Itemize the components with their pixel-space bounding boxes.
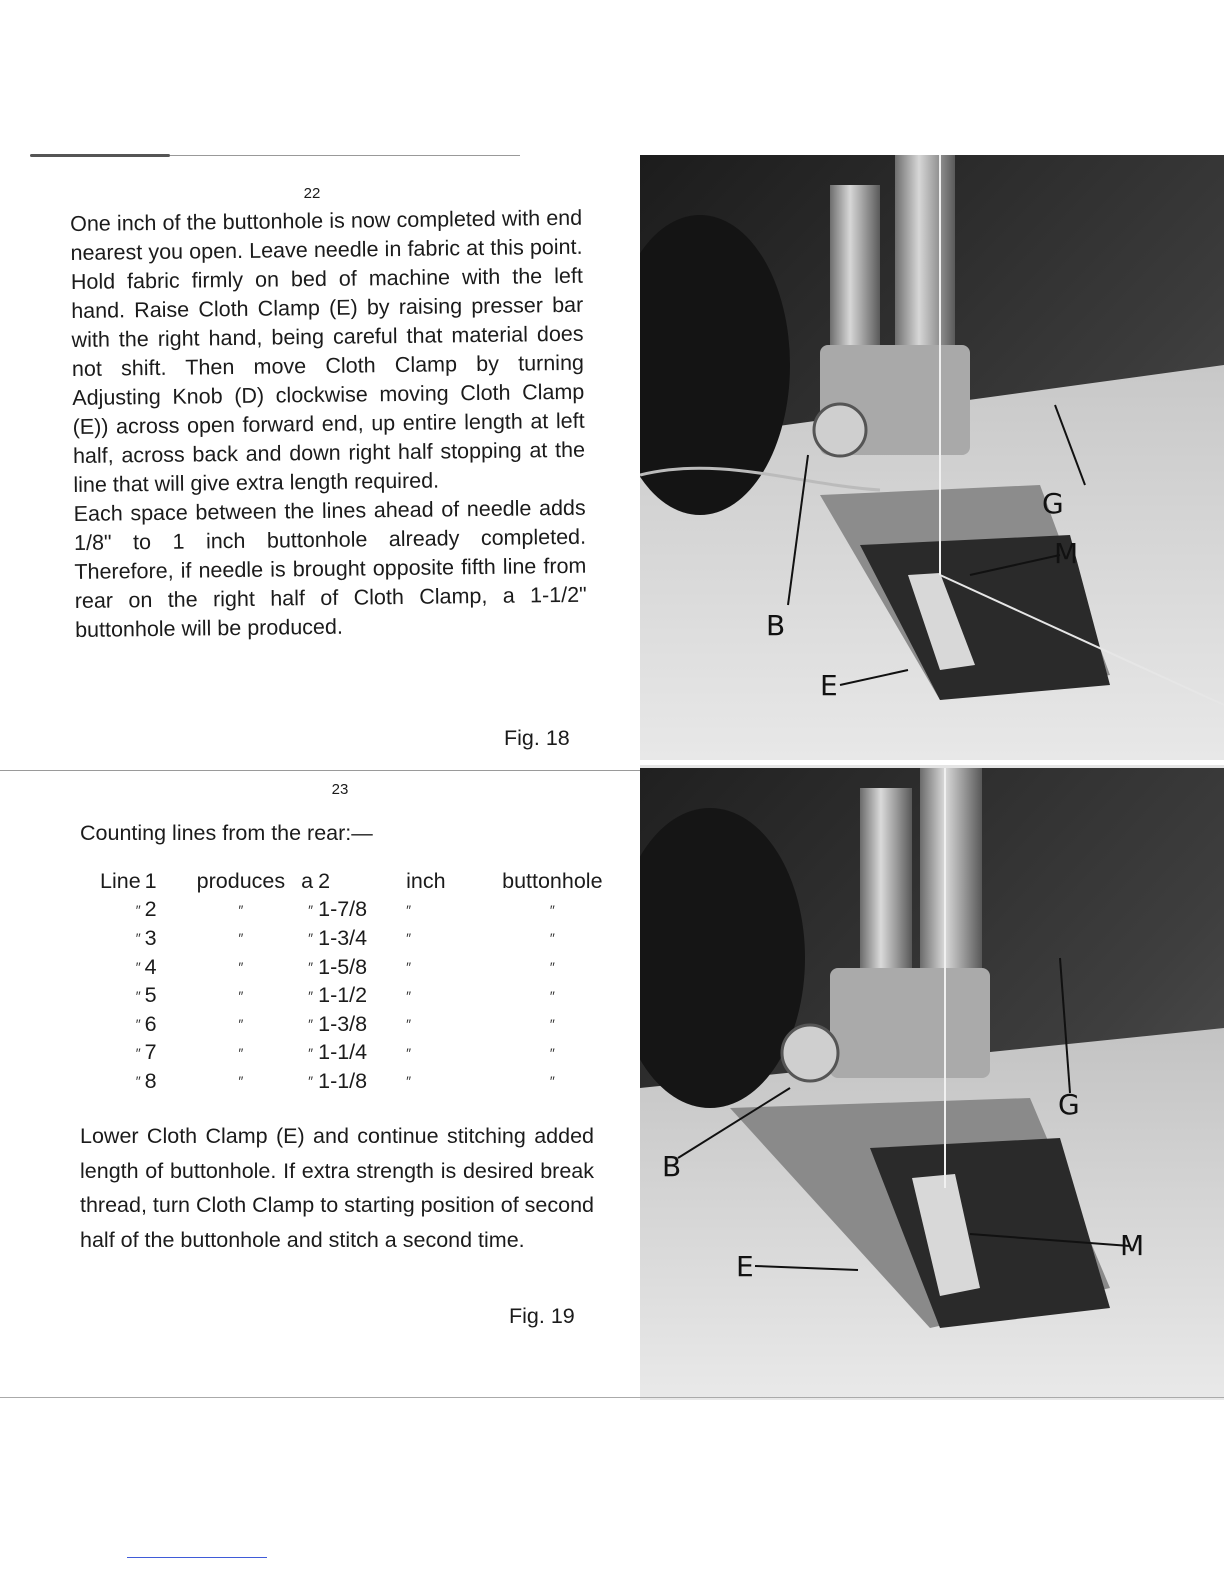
ditto-mark: ″ bbox=[308, 930, 314, 947]
figure-19-photo bbox=[640, 765, 1224, 1400]
ditto-mark: ″ bbox=[406, 901, 412, 918]
table-row bbox=[100, 896, 603, 925]
ditto-mark: ″ bbox=[135, 959, 141, 976]
line-number: 7 bbox=[144, 1040, 157, 1065]
line-number: 1 bbox=[144, 868, 157, 893]
page-link-underline bbox=[127, 1557, 267, 1558]
ditto-mark: ″ bbox=[549, 901, 555, 918]
ditto-mark: ″ bbox=[308, 987, 314, 1004]
page-number-23: 23 bbox=[331, 781, 349, 798]
table-row bbox=[100, 867, 603, 896]
page-bottom-rule bbox=[0, 1397, 1224, 1398]
ditto-mark: ″ bbox=[238, 930, 244, 947]
page-23 bbox=[0, 770, 640, 1396]
callout-m-fig18: M bbox=[1054, 537, 1079, 570]
ditto-mark: ″ bbox=[406, 959, 412, 976]
ditto-mark: ″ bbox=[135, 1044, 141, 1061]
callout-m-fig19: M bbox=[1120, 1229, 1145, 1262]
ditto-mark: ″ bbox=[549, 959, 555, 976]
table-row bbox=[100, 981, 603, 1010]
buttonhole-word: buttonhole bbox=[502, 868, 603, 893]
ditto-mark: ″ bbox=[308, 1044, 314, 1061]
table-row bbox=[100, 1010, 603, 1039]
figure-18-illustration bbox=[640, 155, 1224, 760]
callout-e-fig18: E bbox=[820, 669, 838, 702]
ditto-mark: ″ bbox=[549, 1073, 555, 1090]
ditto-mark: ″ bbox=[549, 930, 555, 947]
unit-word: inch bbox=[406, 868, 446, 893]
ditto-mark: ″ bbox=[308, 959, 314, 976]
line-number: 8 bbox=[144, 1068, 157, 1093]
ditto-mark: ″ bbox=[135, 1016, 141, 1033]
ditto-mark: ″ bbox=[308, 1073, 314, 1090]
instructions-text-22 bbox=[70, 204, 587, 645]
callout-g-fig19: G bbox=[1058, 1088, 1080, 1121]
buttonhole-size: 1-3/4 bbox=[318, 925, 368, 950]
table-row bbox=[100, 1067, 603, 1096]
ditto-mark: ″ bbox=[406, 1073, 412, 1090]
buttonhole-size: 1-1/8 bbox=[318, 1068, 368, 1093]
callout-b-fig19: B bbox=[662, 1150, 682, 1183]
article-word: a bbox=[301, 868, 314, 893]
ditto-mark: ″ bbox=[549, 1044, 555, 1061]
instruction-paragraph-1: One inch of the buttonhole is now completed with end nearest you open. Leave needle in fabric at this point. Hold fabric firmly on bed of machine with the left hand. Raise Cloth Clamp (E) by raising presser bar with the right hand, being careful that material does not shift. Then move Cloth Clamp by turning Adjusting Knob (D) clockwise moving Cloth Clamp (E)) across open forward end, up entire length at left half, across back and down right half stopping at the line that will give extra length required. bbox=[70, 205, 586, 497]
ditto-mark: ″ bbox=[135, 930, 141, 947]
callout-b-fig18: B bbox=[766, 609, 786, 642]
line-word: Line bbox=[100, 868, 141, 893]
line-number: 6 bbox=[144, 1011, 157, 1036]
ditto-mark: ″ bbox=[238, 1044, 244, 1061]
instructions-text-23: Lower Cloth Clamp (E) and continue stitching added length of buttonhole. If extra strength is desired break thread, turn Cloth Clamp to starting position of second half of the buttonhole and stitch a second time. bbox=[80, 1124, 594, 1252]
ditto-mark: ″ bbox=[135, 901, 141, 918]
ditto-mark: ″ bbox=[308, 1016, 314, 1033]
figure-label-18: Fig. 18 bbox=[504, 726, 570, 750]
callout-e-fig19: E bbox=[736, 1250, 754, 1283]
callout-g-fig18: G bbox=[1042, 487, 1064, 520]
line-number: 5 bbox=[144, 983, 157, 1008]
figure-label-19: Fig. 19 bbox=[509, 1304, 575, 1328]
table-intro: Counting lines from the rear:— bbox=[80, 821, 373, 845]
page-22 bbox=[0, 160, 640, 765]
produces-word: produces bbox=[196, 868, 286, 893]
buttonhole-size: 1-7/8 bbox=[318, 897, 368, 922]
ditto-mark: ″ bbox=[406, 1044, 412, 1061]
ditto-mark: ″ bbox=[406, 930, 412, 947]
buttonhole-length-table bbox=[100, 867, 603, 1096]
ditto-mark: ″ bbox=[406, 987, 412, 1004]
line-number: 4 bbox=[144, 954, 157, 979]
buttonhole-size: 1-5/8 bbox=[318, 954, 368, 979]
page-number-22: 22 bbox=[303, 185, 321, 202]
line-number: 2 bbox=[144, 897, 157, 922]
ditto-mark: ″ bbox=[238, 1016, 244, 1033]
buttonhole-size: 2 bbox=[318, 868, 331, 893]
figure-18-photo bbox=[640, 155, 1224, 760]
ditto-mark: ″ bbox=[238, 959, 244, 976]
ditto-mark: ″ bbox=[238, 901, 244, 918]
figure-19-illustration bbox=[640, 768, 1224, 1400]
table-row bbox=[100, 1039, 603, 1068]
instruction-paragraph-2: Each space between the lines ahead of needle adds 1/8" to 1 inch buttonhole already completed. Therefore, if needle is brought opposite fifth line from rear on the right half of Cloth Clamp, a 1-1/2" buttonhole will be produced. bbox=[73, 495, 587, 642]
ditto-mark: ″ bbox=[308, 901, 314, 918]
ditto-mark: ″ bbox=[238, 987, 244, 1004]
buttonhole-size: 1-1/2 bbox=[318, 983, 368, 1008]
ditto-mark: ″ bbox=[406, 1016, 412, 1033]
buttonhole-size: 1-1/4 bbox=[318, 1040, 368, 1065]
table-row bbox=[100, 953, 603, 982]
line-number: 3 bbox=[144, 925, 157, 950]
ditto-mark: ″ bbox=[549, 1016, 555, 1033]
table-row bbox=[100, 924, 603, 953]
buttonhole-size: 1-3/8 bbox=[318, 1011, 368, 1036]
ditto-mark: ″ bbox=[549, 987, 555, 1004]
ditto-mark: ″ bbox=[238, 1073, 244, 1090]
ditto-mark: ″ bbox=[135, 1073, 141, 1090]
ditto-mark: ″ bbox=[135, 987, 141, 1004]
